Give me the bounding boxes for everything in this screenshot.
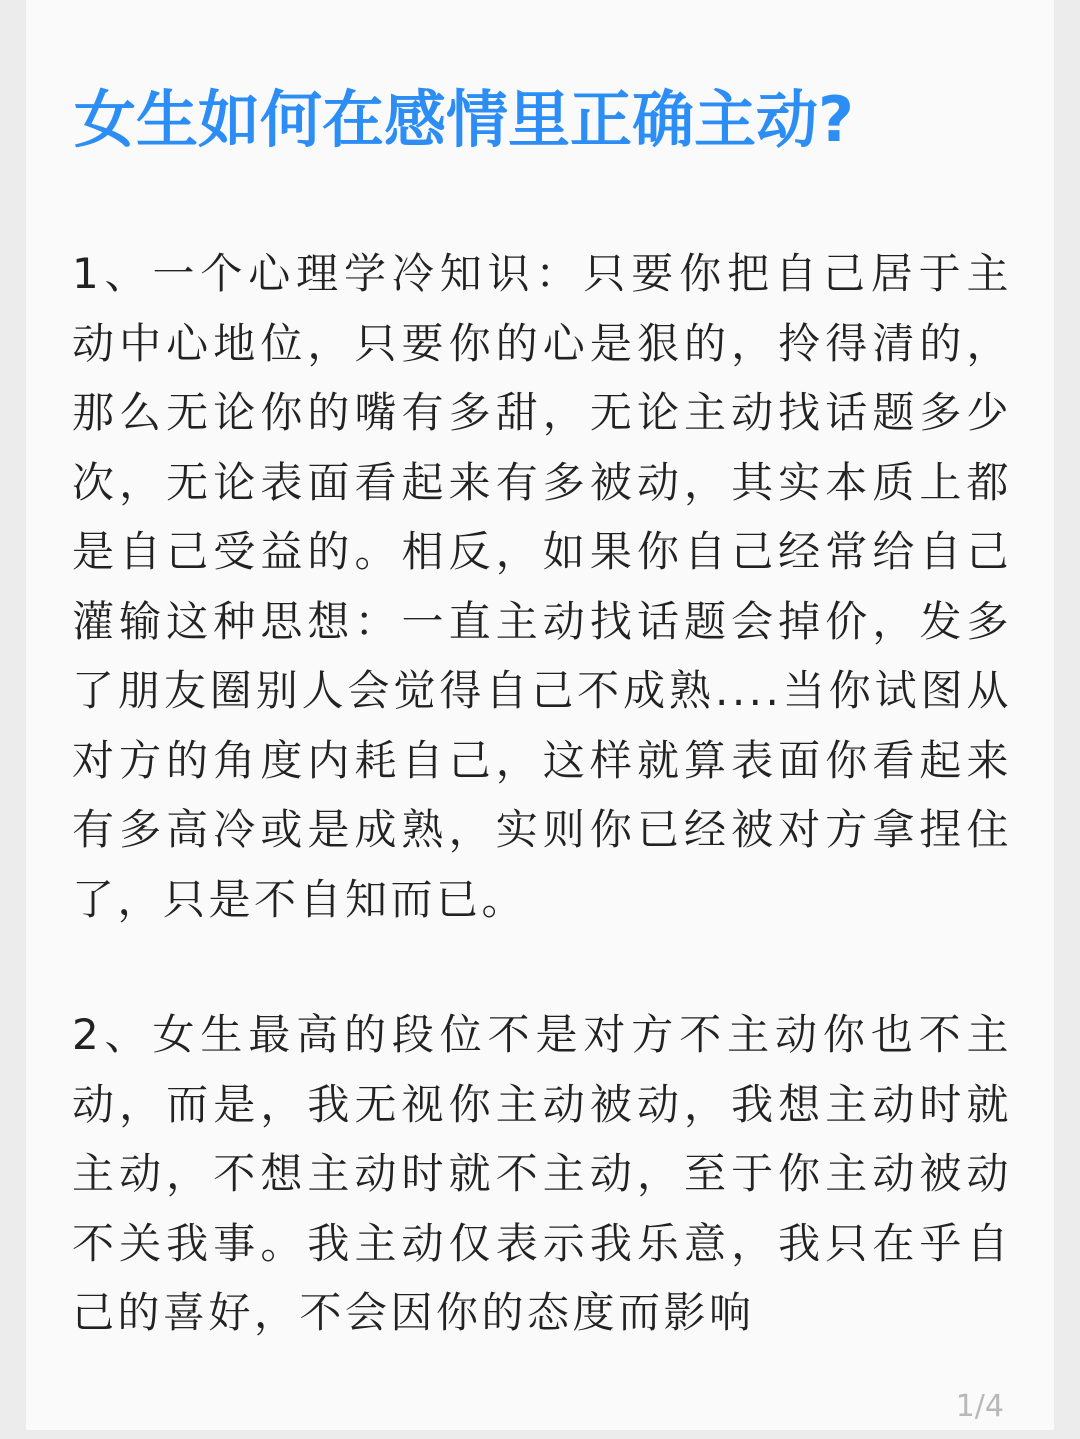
- article-paragraph-2: 2、女生最高的段位不是对方不主动你也不主动，而是，我无视你主动被动，我想主动时就主动，不想主动时就不主动，至于你主动被动不关我事。我主动仅表示我乐意，我只在乎自己的喜好，不会因你的态度而影响: [72, 1010, 1012, 1337]
- page-indicator: 1/4: [955, 1389, 1004, 1424]
- article-paragraph-1: 1、一个心理学冷知识：只要你把自己居于主动中心地位，只要你的心是狠的，拎得清的，那么无论你的嘴有多甜，无论主动找话题多少次，无论表面看起来有多被动，其实本质上都是自己受益的。相反，如果你自己经常给自己灌输这种思想：一直主动找话题会掉价，发多了朋友圈别人会觉得自己不成熟....当你试图从对方的角度内耗自己，这样就算表面你看起来有多高冷或是成熟，实则你已经被对方拿捏住了，只是不自知而已。: [72, 249, 1012, 924]
- article-title: 女生如何在感情里正确主动?: [74, 83, 854, 156]
- article-page: [26, 0, 1054, 1430]
